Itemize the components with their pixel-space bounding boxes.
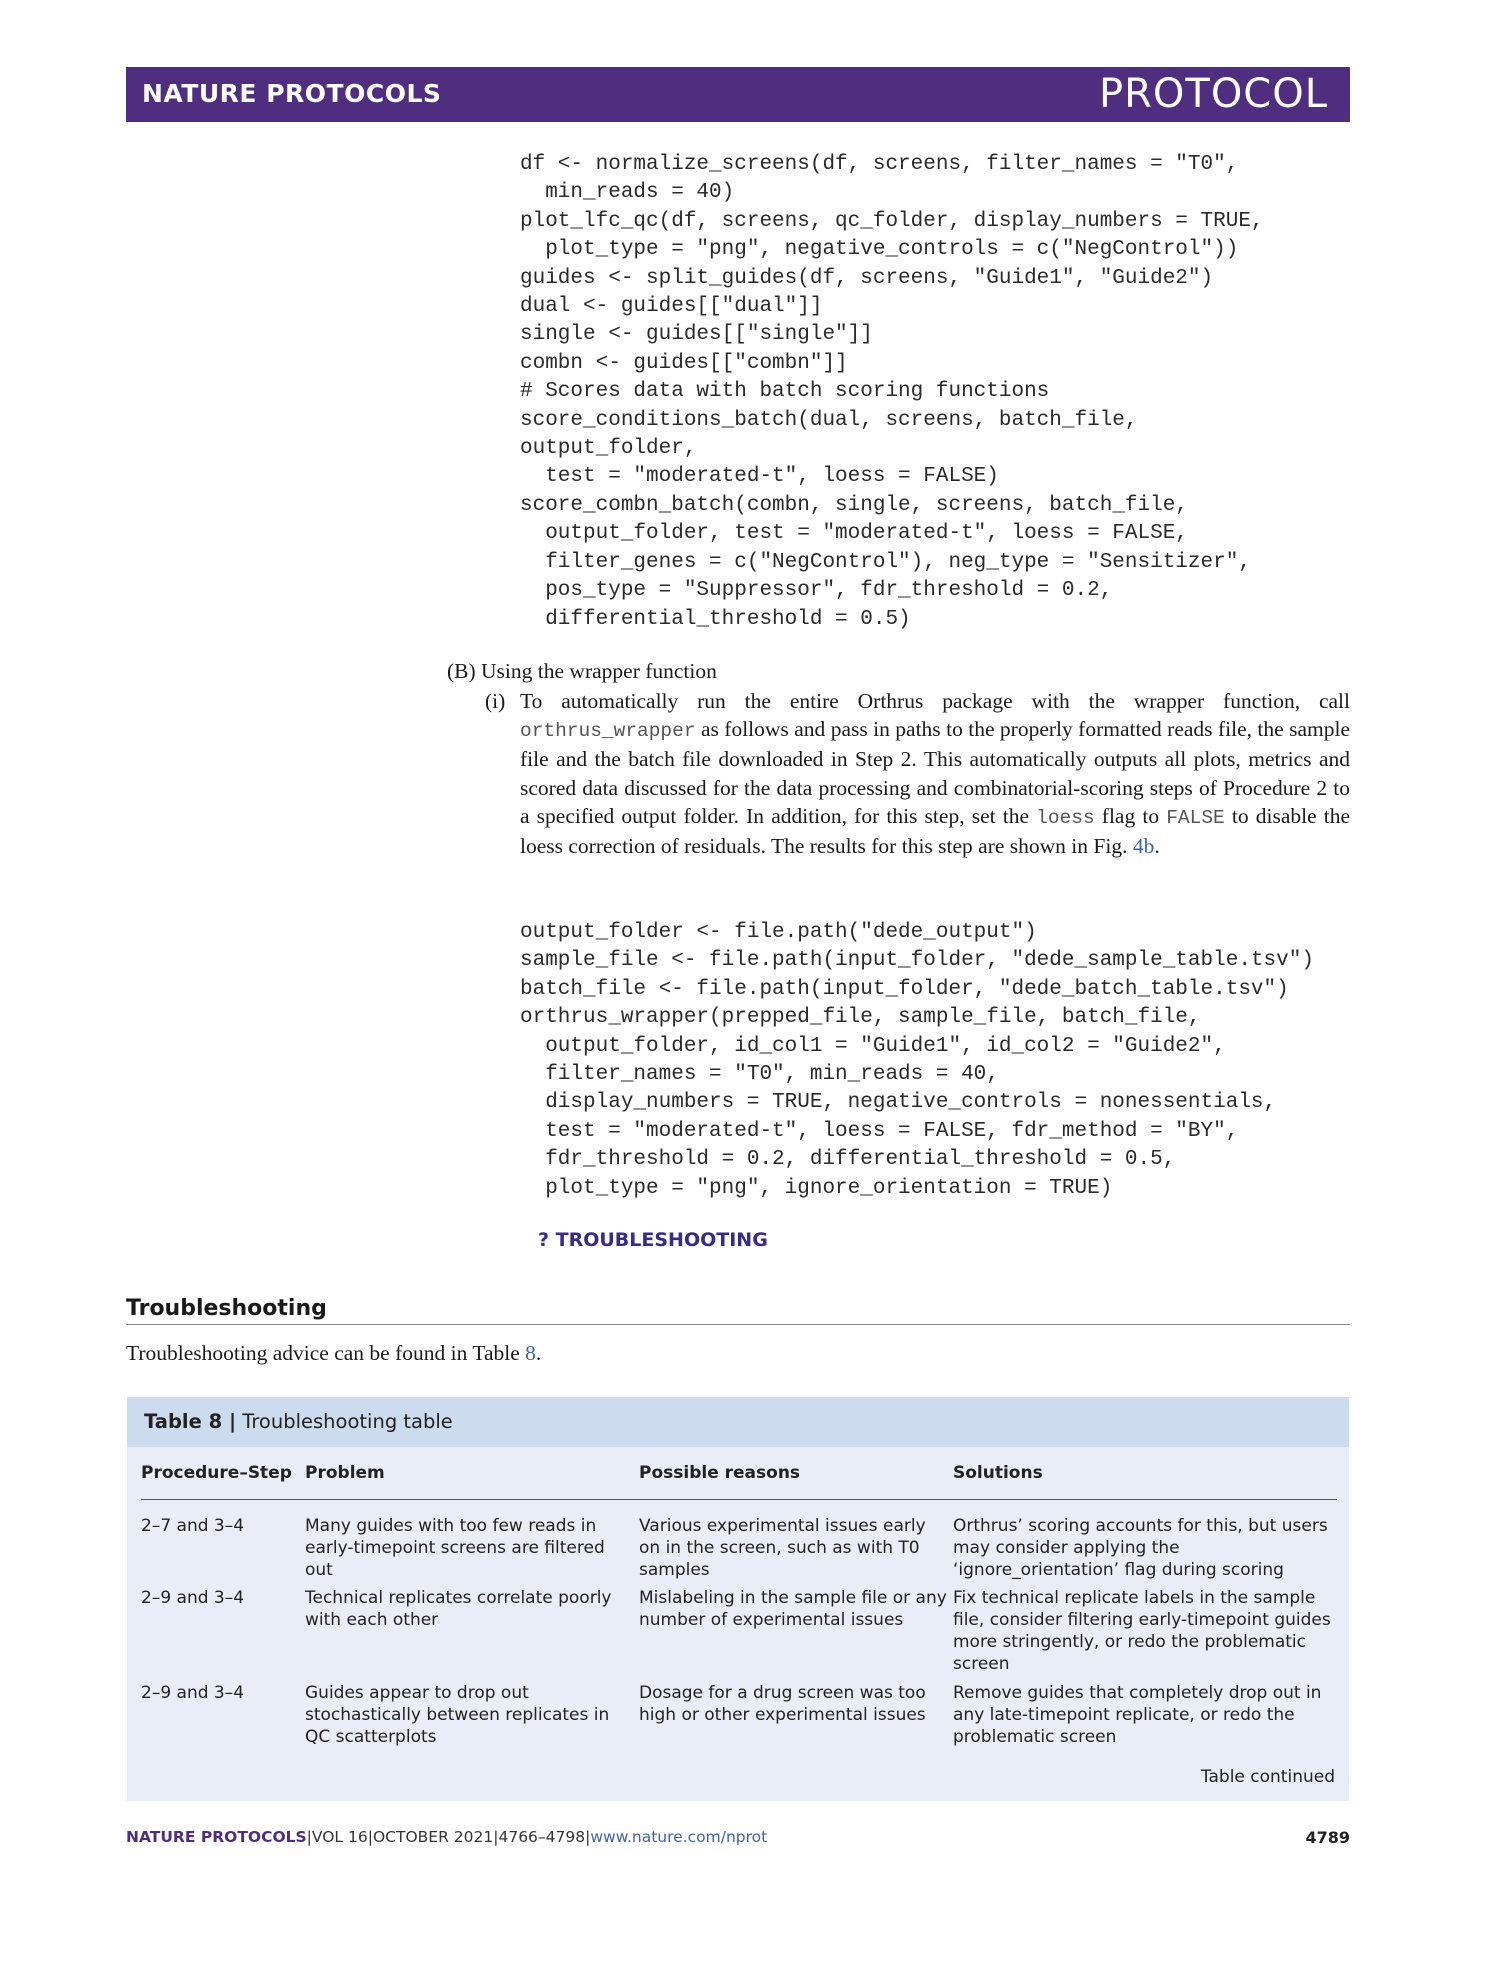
code-line: single <- guides[["single"]] xyxy=(520,323,873,347)
journal-name: NATURE PROTOCOLS xyxy=(142,79,442,108)
table-title: Troubleshooting table xyxy=(242,1410,453,1433)
code-line: pos_type = "Suppressor", fdr_threshold = 0.2, xyxy=(520,579,1113,603)
code-line: filter_names = "T0", min_reads = 40, xyxy=(520,1063,999,1087)
code-line: guides <- split_guides(df, screens, "Guide1", "Guide2") xyxy=(520,266,1214,290)
code-line: filter_genes = c("NegControl"), neg_type = "Sensitizer", xyxy=(520,550,1251,574)
table-link[interactable]: 8 xyxy=(525,1341,536,1365)
code-block-wrapper xyxy=(520,919,1314,1203)
troubleshooting-link[interactable]: ? TROUBLESHOOTING xyxy=(538,1229,768,1251)
step-b-i-paragraph xyxy=(485,687,1350,860)
code-line: output_folder, id_col1 = "Guide1", id_col2 = "Guide2", xyxy=(520,1034,1226,1058)
code-line: batch_file <- file.path(input_folder, "dede_batch_table.tsv") xyxy=(520,977,1289,1001)
table-cell: Fix technical replicate labels in the sample file, consider filtering early-timepoint guides more stringently, or redo the problematic screen xyxy=(953,1588,1331,1674)
footer-volume: VOL 16 xyxy=(311,1828,368,1846)
footer-journal: NATURE PROTOCOLS xyxy=(126,1828,307,1846)
article-type: PROTOCOL xyxy=(1098,71,1328,117)
code-line: fdr_threshold = 0.2, differential_threshold = 0.5, xyxy=(520,1148,1176,1172)
table-label: Table 8 | xyxy=(144,1410,237,1433)
header-cell: Solutions xyxy=(953,1463,1043,1483)
code-line: differential_threshold = 0.5) xyxy=(520,607,911,631)
inline-code: loess xyxy=(1036,806,1095,829)
code-line: output_folder, test = "moderated-t", loess = FALSE, xyxy=(520,522,1188,546)
table-cell: Orthrus’ scoring accounts for this, but users may consider applying the ‘ignore_orientation’ flag during scoring xyxy=(953,1516,1328,1580)
header-cell: Possible reasons xyxy=(639,1463,801,1483)
page-footer xyxy=(126,1828,1350,1846)
code-line: plot_lfc_qc(df, screens, qc_folder, display_numbers = TRUE, xyxy=(520,209,1264,233)
table-cell: 2–9 and 3–4 xyxy=(141,1683,245,1703)
text-run: flag to xyxy=(1101,803,1160,828)
table-cell: Guides appear to drop out stochastically between replicates in QC scatterplots xyxy=(305,1683,610,1747)
footer-separator: | xyxy=(493,1828,499,1846)
table-cell: Technical replicates correlate poorly with each other xyxy=(305,1588,612,1630)
section-heading: Troubleshooting xyxy=(126,1296,1350,1325)
code-line: output_folder <- file.path("dede_output") xyxy=(520,921,1037,944)
code-line: output_folder, xyxy=(520,437,697,461)
inline-code: FALSE xyxy=(1166,806,1225,829)
table-cell: Various experimental issues early on in the screen, such as with T0 samples xyxy=(639,1516,926,1580)
code-line: sample_file <- file.path(input_folder, "dede_sample_table.tsv") xyxy=(520,949,1314,973)
table-cell: Remove guides that completely drop out in any late-timepoint replicate, or redo the problematic screen xyxy=(953,1683,1322,1747)
table-continued-note: Table continued xyxy=(1200,1767,1335,1787)
code-line: combn <- guides[["combn"]] xyxy=(520,351,848,375)
text-run: . xyxy=(1154,834,1160,859)
text-run: To automatically run the entire Orthrus package with the wrapper function, call xyxy=(520,689,1350,713)
troubleshooting-table xyxy=(127,1397,1349,1801)
journal-header-bar xyxy=(126,67,1350,122)
header-cell: Procedure–Step xyxy=(141,1463,292,1483)
footer-separator: | xyxy=(585,1828,591,1846)
code-line: score_conditions_batch(dual, screens, batch_file, xyxy=(520,408,1138,432)
table-cell: Mislabeling in the sample file or any number of experimental issues xyxy=(639,1588,947,1630)
code-line: test = "moderated-t", loess = FALSE, fdr_method = "BY", xyxy=(520,1119,1239,1143)
code-comment: # Scores data with batch scoring functions xyxy=(520,380,1050,404)
code-line: plot_type = "png", ignore_orientation = TRUE) xyxy=(520,1176,1113,1200)
inline-code: orthrus_wrapper xyxy=(520,720,696,743)
footer-url[interactable]: www.nature.com/nprot xyxy=(590,1828,768,1846)
footer-date: OCTOBER 2021 xyxy=(372,1828,494,1846)
text-run: . xyxy=(535,1341,542,1365)
footer-separator: | xyxy=(306,1828,312,1846)
code-line: plot_type = "png", negative_controls = c("NegControl")) xyxy=(520,238,1239,262)
text-run: Troubleshooting advice can be found in Table xyxy=(126,1341,520,1365)
text-run: as follows and pass in paths to the properly formatted reads file, the sample file and the batch file downloaded in Step 2. This automatically outputs all plots, metrics and scored data discussed for the data processing and combinatorial-scoring steps of Procedure 2 to a specified output folder. In addition, for this step, set the xyxy=(520,717,1351,828)
code-line: df <- normalize_screens(df, screens, filter_names = "T0", xyxy=(520,153,1239,176)
table-cell: Dosage for a drug screen was too high or other experimental issues xyxy=(639,1683,926,1725)
code-line: score_combn_batch(combn, single, screens, batch_file, xyxy=(520,493,1188,517)
step-number: (i) xyxy=(485,689,506,713)
footer-separator: | xyxy=(367,1828,373,1846)
table-cell: 2–9 and 3–4 xyxy=(141,1588,245,1608)
step-b-heading: (B) Using the wrapper function xyxy=(447,659,717,683)
text-run: to disable the loess correction of residuals. The results for this step are shown in Fig. xyxy=(520,803,1351,859)
page-number: 4789 xyxy=(1305,1828,1350,1847)
code-line: orthrus_wrapper(prepped_file, sample_file, batch_file, xyxy=(520,1006,1201,1030)
code-line: test = "moderated-t", loess = FALSE) xyxy=(520,465,999,489)
code-line: dual <- guides[["dual"]] xyxy=(520,295,823,319)
table-cell: 2–7 and 3–4 xyxy=(141,1516,245,1536)
header-cell: Problem xyxy=(305,1463,385,1483)
code-line: min_reads = 40) xyxy=(520,181,735,205)
figure-link[interactable]: 4b xyxy=(1132,834,1155,859)
footer-pages: 4766–4798 xyxy=(498,1828,586,1846)
code-line: display_numbers = TRUE, negative_controls = nonessentials, xyxy=(520,1091,1277,1115)
table-header-row xyxy=(141,1447,1337,1500)
code-block-scoring xyxy=(520,151,1264,634)
section-paragraph xyxy=(126,1341,541,1366)
table-cell: Many guides with too few reads in early-timepoint screens are filtered out xyxy=(305,1516,605,1580)
table-caption xyxy=(127,1397,1349,1447)
